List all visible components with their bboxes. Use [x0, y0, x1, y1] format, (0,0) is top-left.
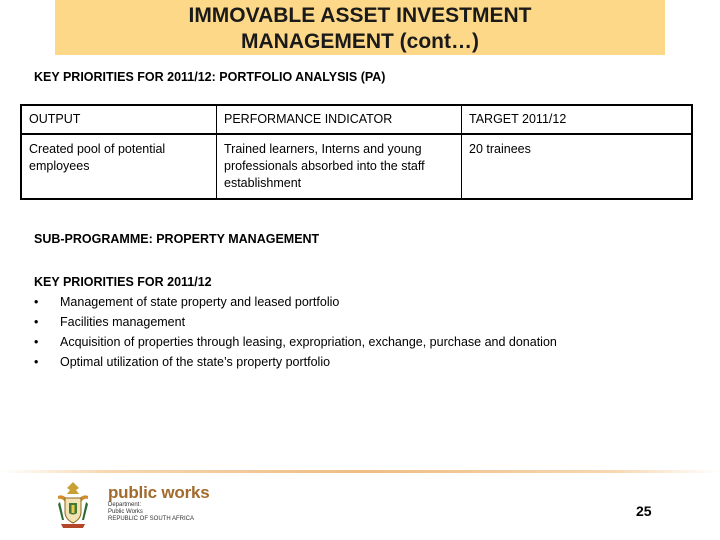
coat-of-arms-icon [52, 480, 94, 530]
logo-department: Department: [108, 502, 142, 508]
cell-target: 20 trainees [462, 134, 693, 199]
bullet-icon: • [34, 335, 39, 349]
slide-title-line2: MANAGEMENT (cont…) [241, 30, 479, 53]
bullet-icon: • [34, 355, 39, 369]
public-works-logo [108, 484, 210, 523]
logo-country: REPUBLIC OF SOUTH AFRICA [108, 516, 195, 522]
table-header-row [21, 105, 692, 134]
sub-programme-heading: SUB-PROGRAMME: PROPERTY MANAGEMENT [34, 232, 320, 246]
list-item [34, 292, 557, 312]
list-item [34, 312, 557, 332]
header-performance-indicator: PERFORMANCE INDICATOR [217, 105, 462, 134]
cell-output: Created pool of potential employees [21, 134, 217, 199]
list-item [34, 332, 557, 352]
slide-title-line1: IMMOVABLE ASSET INVESTMENT [188, 4, 532, 27]
bullet-icon: • [34, 295, 39, 309]
priorities-list [34, 292, 557, 372]
list-item-text: Management of state property and leased portfolio [60, 295, 340, 309]
logo-public-works: Public Works [108, 509, 143, 515]
priorities-table [20, 104, 693, 200]
header-target: TARGET 2011/12 [462, 105, 693, 134]
portfolio-analysis-heading: KEY PRIORITIES FOR 2011/12: PORTFOLIO ANALYSIS (PA) [34, 70, 386, 84]
title-banner [55, 0, 665, 55]
bullet-icon: • [34, 315, 39, 329]
list-item-text: Optimal utilization of the state’s property portfolio [60, 355, 331, 369]
footer-divider [0, 470, 720, 473]
list-item-text: Facilities management [60, 315, 186, 329]
header-output: OUTPUT [21, 105, 217, 134]
list-item [34, 352, 557, 372]
cell-performance-indicator: Trained learners, Interns and young professionals absorbed into the staff establishment [217, 134, 462, 199]
key-priorities-heading: KEY PRIORITIES FOR 2011/12 [34, 275, 212, 289]
table-row [21, 134, 692, 199]
logo-title: public works [108, 483, 210, 502]
page-number: 25 [636, 503, 652, 519]
list-item-text: Acquisition of properties through leasing, expropriation, exchange, purchase and donation [60, 335, 557, 349]
property-management-priorities [34, 272, 557, 372]
